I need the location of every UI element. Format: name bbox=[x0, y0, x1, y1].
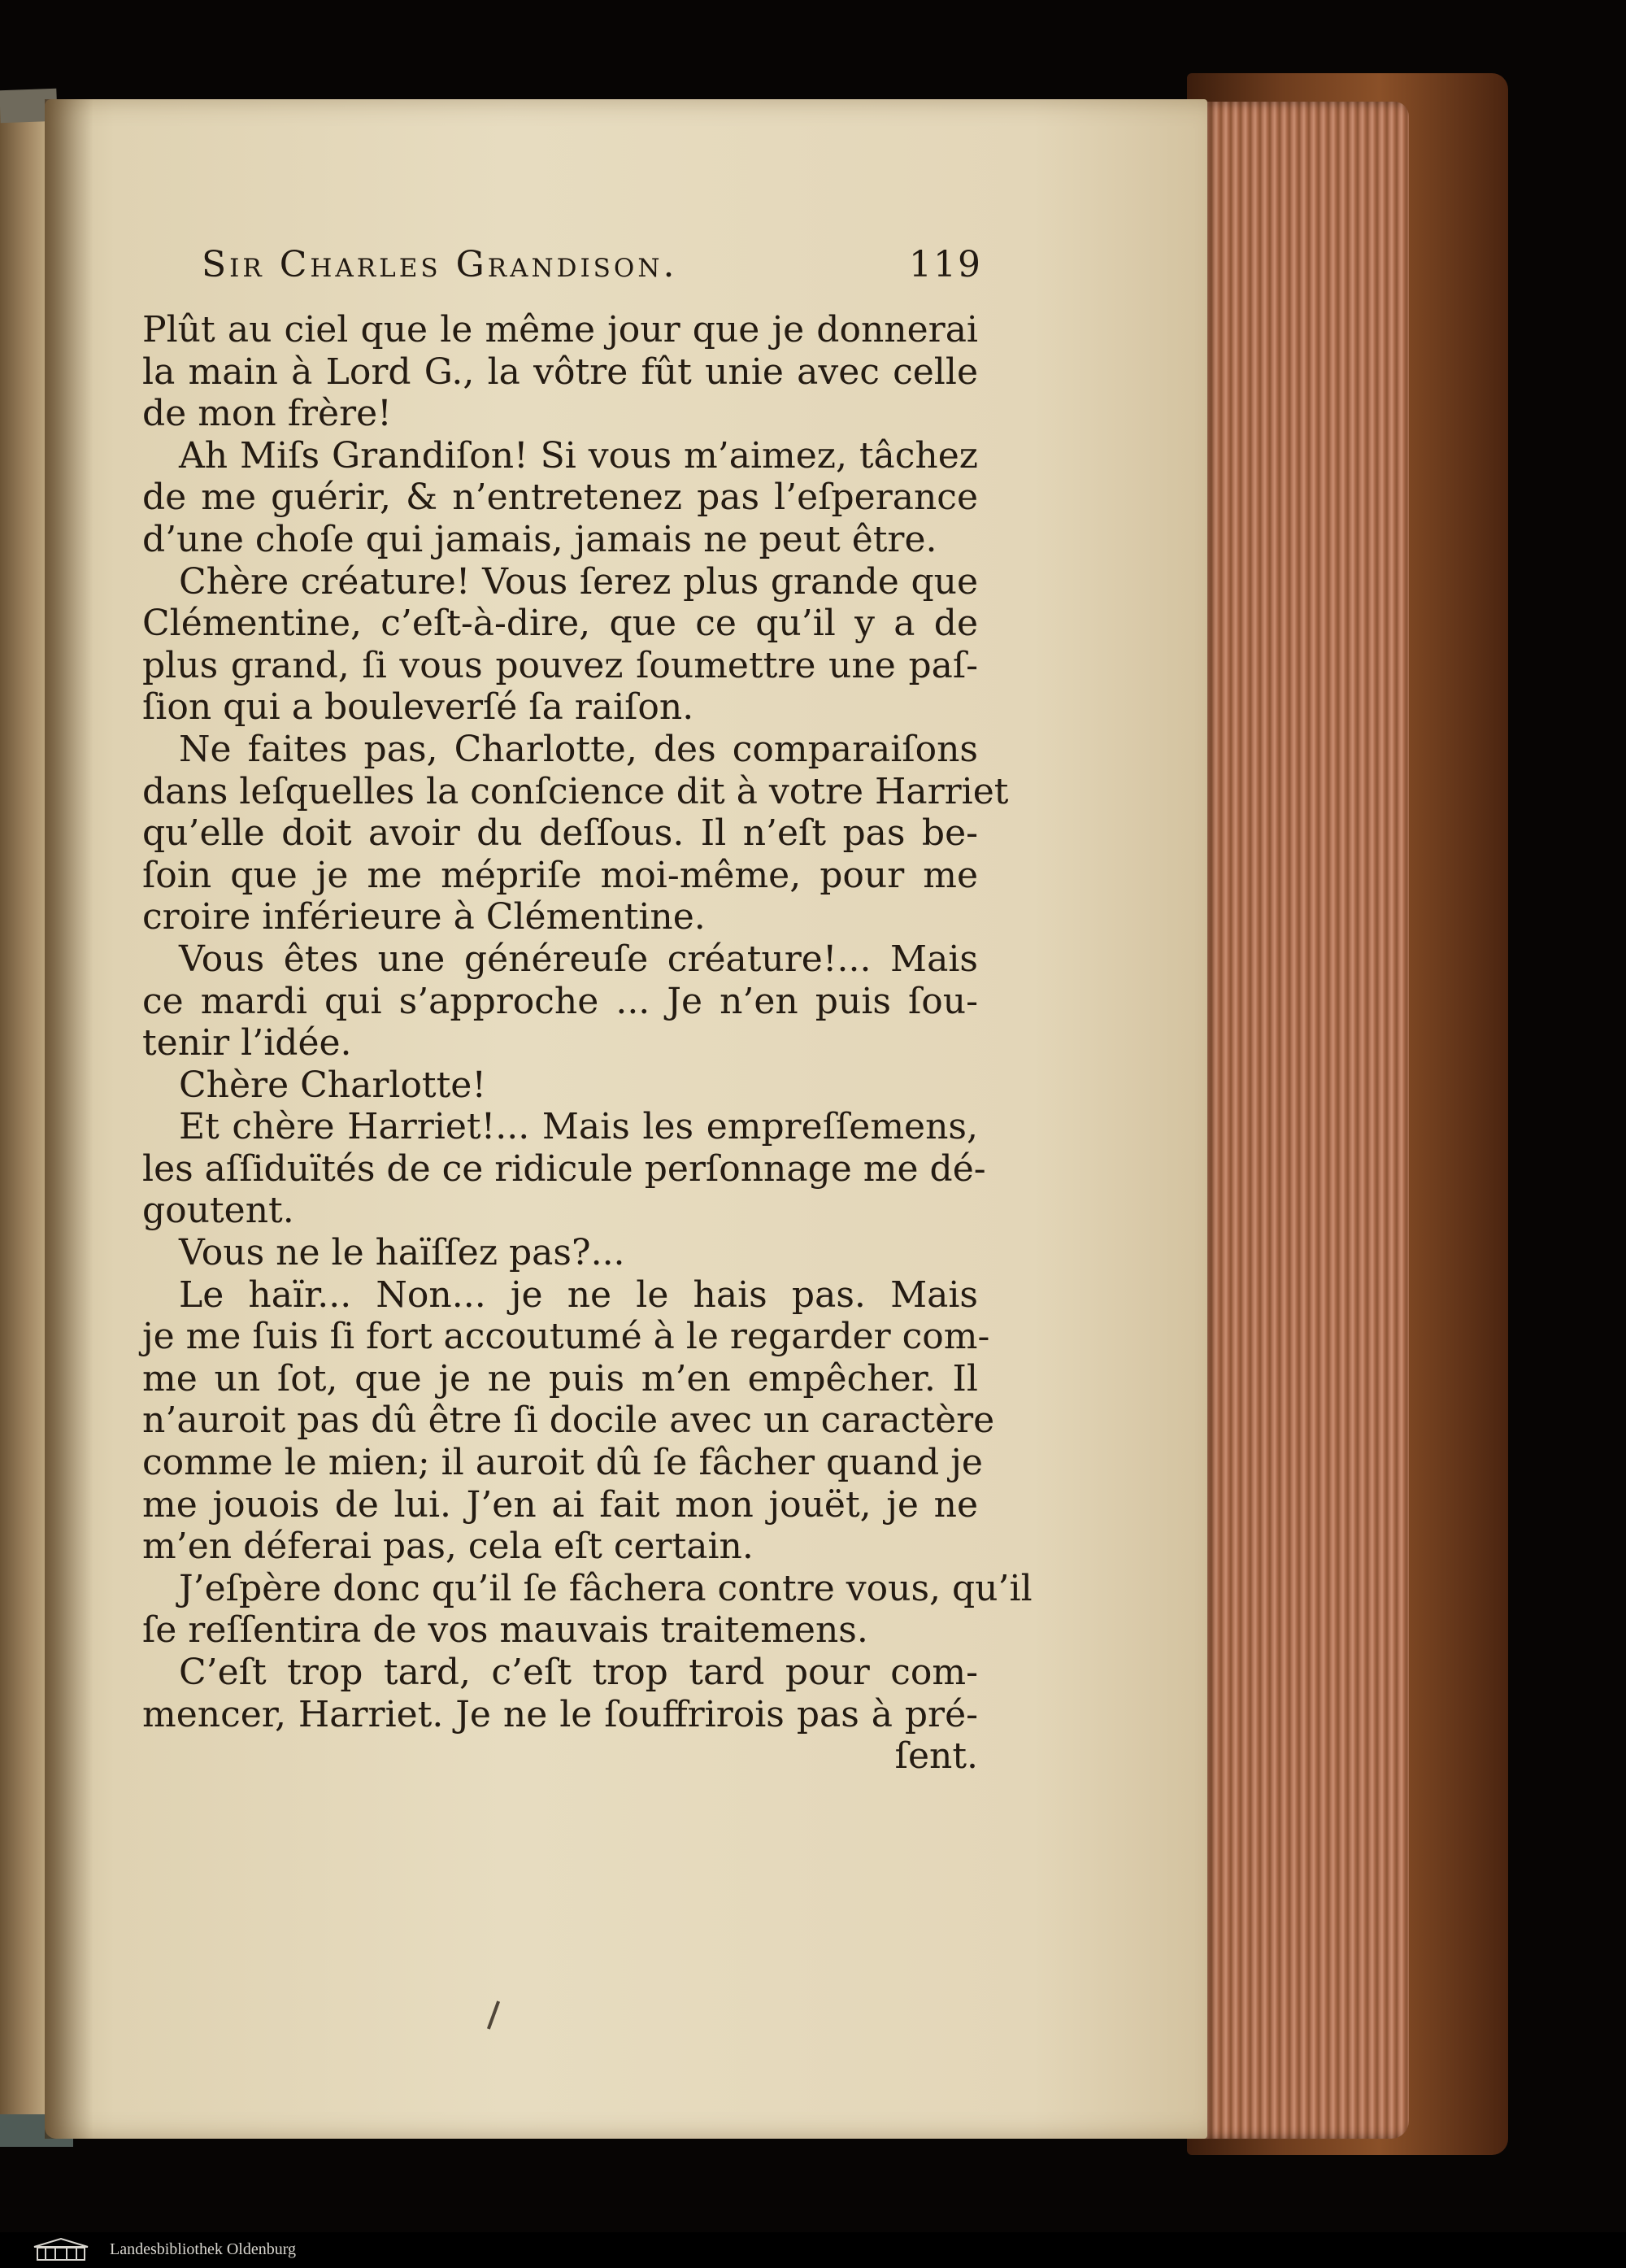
library-name: Landesbibliothek Oldenburg bbox=[110, 2240, 297, 2258]
page-number: 119 bbox=[909, 244, 982, 285]
text-line: m’en déferai pas, cela eſt certain. bbox=[142, 1526, 754, 1568]
text-line: ſe reſſentira de vos mauvais traitemens. bbox=[142, 1609, 868, 1652]
text-line: d’une choſe qui jamais, jamais ne peut être. bbox=[142, 518, 937, 560]
text-line: C’eſt trop tard, c’eſt trop tard pour com- bbox=[179, 1652, 978, 1693]
text-line: n’auroit pas dû être ſi docile avec un caractère bbox=[142, 1400, 995, 1442]
text-line: de mon frère! bbox=[142, 393, 392, 435]
text-line: Et chère Harriet!... Mais les empreſſemens, bbox=[179, 1106, 978, 1148]
text-line: Vous ne le haïſſez pas?... bbox=[179, 1232, 625, 1274]
text-line: qu’elle doit avoir du deſſous. Il n’eſt pas be- bbox=[142, 812, 978, 855]
text-line: Ne faites pas, Charlotte, des comparaiſons bbox=[179, 728, 978, 770]
gutter-shadow bbox=[45, 99, 93, 2139]
text-line: me jouois de lui. J’en ai fait mon jouët, je ne bbox=[142, 1483, 978, 1526]
text-line: de me guérir, & n’entretenez pas l’eſperance bbox=[142, 477, 978, 519]
text-line: ſent. bbox=[894, 1735, 978, 1778]
text-line: comme le mien; il auroit dû ſe fâcher quand je bbox=[142, 1442, 983, 1484]
text-line: je me ſuis ſi fort accoutumé à le regarder com- bbox=[142, 1316, 990, 1358]
page-edges bbox=[1202, 102, 1409, 2139]
running-head bbox=[202, 244, 982, 293]
text-line: Clémentine, c’eſt-à-dire, que ce qu’il y a de bbox=[142, 603, 978, 645]
text-line: ſoin que je me mépriſe moi-même, pour me bbox=[142, 854, 978, 896]
text-line: ſion qui a bouleverſé ſa raiſon. bbox=[142, 686, 694, 729]
text-line: Chère créature! Vous ſerez plus grande que bbox=[179, 560, 978, 603]
text-line: croire inférieure à Clémentine. bbox=[142, 896, 706, 938]
text-line: les aſſiduïtés de ce ridicule perſonnage me dé- bbox=[142, 1147, 986, 1190]
text-line: Le haïr... Non... je ne le hais pas. Mais bbox=[179, 1273, 978, 1316]
library-building-icon bbox=[33, 2237, 89, 2261]
text-line: Vous êtes une généreuſe créature!... Mais bbox=[179, 938, 978, 980]
text-line: goutent. bbox=[142, 1190, 294, 1232]
footer-bar bbox=[0, 2232, 1626, 2268]
previous-page-edge bbox=[0, 106, 50, 2122]
text-line: ce mardi qui s’approche ... Je n’en puis ſou- bbox=[142, 980, 978, 1022]
running-head-title: Sir Charles Grandison. bbox=[202, 244, 678, 285]
text-line: Chère Charlotte! bbox=[179, 1064, 487, 1106]
text-line: la main à Lord G., la vôtre fût unie avec celle bbox=[142, 350, 978, 393]
text-line: tenir l’idée. bbox=[142, 1022, 352, 1064]
text-line: me un ſot, que je ne puis m’en empêcher. Il bbox=[142, 1357, 978, 1400]
body-text bbox=[142, 309, 1033, 1778]
text-line: dans leſquelles la conſcience dit à votre Harriet bbox=[142, 770, 1009, 812]
text-line: mencer, Harriet. Je ne le ſouffrirois pas à pré- bbox=[142, 1693, 978, 1735]
text-line: Plût au ciel que le même jour que je donnerai bbox=[142, 309, 978, 350]
text-line: plus grand, ſi vous pouvez ſoumettre une paſ- bbox=[142, 644, 978, 686]
text-line: Ah Miſs Grandiſon! Si vous m’aimez, tâchez bbox=[179, 434, 978, 477]
text-line: J’eſpère donc qu’il ſe fâchera contre vous, qu’il bbox=[179, 1567, 1033, 1609]
